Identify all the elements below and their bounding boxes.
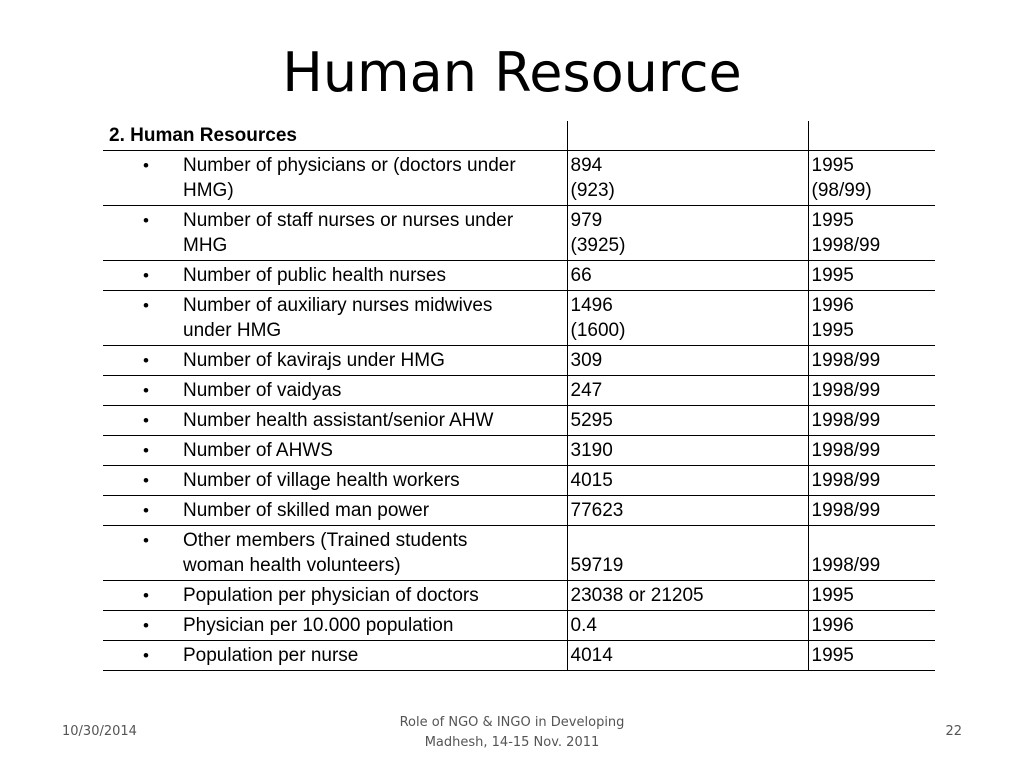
bullet-icon: • [143, 501, 149, 520]
bullet-icon: • [143, 266, 149, 285]
row-label [180, 206, 567, 261]
row-value-line: 5295 [570, 410, 613, 431]
row-year-line: 1995 [811, 265, 854, 286]
row-year [808, 641, 935, 671]
row-label-line: under HMG [183, 320, 282, 341]
row-value-line: 979 [570, 210, 603, 231]
row-year-line: 1998/99 [811, 235, 881, 256]
bullet-icon: • [143, 616, 149, 635]
row-label [180, 496, 567, 526]
table-body [103, 121, 935, 671]
row-year-line: 1998/99 [811, 380, 881, 401]
row-value-line: 66 [570, 265, 592, 286]
bullet-icon: • [143, 531, 149, 550]
bullet-icon: • [143, 411, 149, 430]
table-row [103, 151, 935, 206]
row-value-line: 894 [570, 155, 603, 176]
row-year-line: 1998/99 [811, 350, 881, 371]
row-value-line: 1496 [570, 295, 613, 316]
row-year [808, 261, 935, 291]
row-value [567, 206, 808, 261]
bullet-cell [103, 261, 180, 291]
row-year [808, 496, 935, 526]
header-empty-cell [808, 121, 935, 151]
row-label [180, 291, 567, 346]
section-heading: 2. Human Resources [103, 121, 567, 151]
bullet-icon: • [143, 586, 149, 605]
row-value-line: 59719 [570, 555, 624, 576]
bullet-cell [103, 581, 180, 611]
row-label-line: Physician per 10.000 population [183, 615, 454, 636]
row-value [567, 641, 808, 671]
row-value [567, 496, 808, 526]
row-year [808, 291, 935, 346]
row-year-line: 1998/99 [811, 440, 881, 461]
table-row [103, 581, 935, 611]
bullet-cell [103, 641, 180, 671]
row-label-line: Number of AHWS [183, 440, 333, 461]
row-label [180, 261, 567, 291]
row-year-line: (98/99) [811, 180, 872, 201]
bullet-cell [103, 436, 180, 466]
footer-title [362, 713, 662, 753]
row-year [808, 436, 935, 466]
row-label [180, 611, 567, 641]
row-value-line: 247 [570, 380, 603, 401]
row-year [808, 206, 935, 261]
table-header-row [103, 121, 935, 151]
bullet-cell [103, 526, 180, 581]
row-year-line: 1998/99 [811, 500, 881, 521]
table-row [103, 641, 935, 671]
row-year [808, 346, 935, 376]
row-value-line: 4014 [570, 645, 613, 666]
bullet-cell [103, 376, 180, 406]
row-value-line: 0.4 [570, 615, 597, 636]
bullet-icon: • [143, 381, 149, 400]
row-year [808, 406, 935, 436]
bullet-icon: • [143, 296, 149, 315]
row-value [567, 611, 808, 641]
row-label [180, 581, 567, 611]
row-value [567, 291, 808, 346]
row-label-line: Number of physicians or (doctors under [183, 155, 516, 176]
page-number: 22 [945, 724, 962, 739]
bullet-cell [103, 406, 180, 436]
row-label [180, 466, 567, 496]
row-label-line: Number of skilled man power [183, 500, 430, 521]
footer-date: 10/30/2014 [62, 724, 137, 739]
table-row [103, 261, 935, 291]
bullet-cell [103, 496, 180, 526]
header-empty-cell [567, 121, 808, 151]
row-label-line: MHG [183, 235, 228, 256]
row-year-line: 1995 [811, 155, 854, 176]
row-label [180, 376, 567, 406]
bullet-cell [103, 611, 180, 641]
row-value-line: 3190 [570, 440, 613, 461]
bullet-icon: • [143, 471, 149, 490]
row-value [567, 406, 808, 436]
table-row [103, 346, 935, 376]
table-row [103, 406, 935, 436]
row-value-line: (3925) [570, 235, 626, 256]
table-row [103, 376, 935, 406]
row-label-line: Number of vaidyas [183, 380, 342, 401]
row-year [808, 376, 935, 406]
row-year [808, 611, 935, 641]
row-label-line: Population per physician of doctors [183, 585, 479, 606]
row-label-line: Number of staff nurses or nurses under [183, 210, 514, 231]
row-value [567, 151, 808, 206]
bullet-cell [103, 151, 180, 206]
row-value [567, 436, 808, 466]
row-year [808, 466, 935, 496]
bullet-cell [103, 466, 180, 496]
human-resources-table [103, 121, 935, 671]
row-label [180, 641, 567, 671]
row-label [180, 436, 567, 466]
table-row [103, 611, 935, 641]
bullet-cell [103, 346, 180, 376]
row-value [567, 376, 808, 406]
row-year-line: 1996 [811, 615, 854, 636]
bullet-icon: • [143, 156, 149, 175]
row-year-line: 1998/99 [811, 555, 881, 576]
row-year-line: 1998/99 [811, 410, 881, 431]
footer-title-line: Madhesh, 14-15 Nov. 2011 [424, 735, 600, 750]
row-year-line: 1995 [811, 585, 854, 606]
table-row [103, 466, 935, 496]
table-row [103, 496, 935, 526]
bullet-icon: • [143, 211, 149, 230]
row-label-line: Number health assistant/senior AHW [183, 410, 494, 431]
bullet-icon: • [143, 646, 149, 665]
row-label-line: woman health volunteers) [183, 555, 401, 576]
row-label-line: Population per nurse [183, 645, 359, 666]
row-year-line: 1995 [811, 645, 854, 666]
row-value [567, 261, 808, 291]
row-label [180, 406, 567, 436]
row-value-line: 4015 [570, 470, 613, 491]
row-label-line: Number of public health nurses [183, 265, 446, 286]
row-value-line: (1600) [570, 320, 626, 341]
row-label-line: Number of auxiliary nurses midwives [183, 295, 493, 316]
row-label-line: HMG) [183, 180, 234, 201]
table-row [103, 526, 935, 581]
bullet-cell [103, 291, 180, 346]
row-label-line: Number of village health workers [183, 470, 460, 491]
table-row [103, 436, 935, 466]
table-row [103, 291, 935, 346]
row-value [567, 581, 808, 611]
bullet-icon: • [143, 441, 149, 460]
row-label [180, 346, 567, 376]
bullet-icon: • [143, 351, 149, 370]
row-value-line: 23038 or 21205 [570, 585, 704, 606]
row-value [567, 346, 808, 376]
footer-title-line: Role of NGO & INGO in Developing [399, 715, 625, 730]
row-year-line: 1995 [811, 210, 854, 231]
row-value-line: (923) [570, 180, 615, 201]
row-label [180, 151, 567, 206]
row-label-line: Other members (Trained students [183, 530, 468, 551]
row-year [808, 151, 935, 206]
row-year-line: 1996 [811, 295, 854, 316]
row-value [567, 526, 808, 581]
row-value [567, 466, 808, 496]
row-year-line: 1998/99 [811, 470, 881, 491]
human-resources-table-container [103, 121, 935, 671]
row-label-line: Number of kavirajs under HMG [183, 350, 445, 371]
row-year [808, 581, 935, 611]
row-value-line: 309 [570, 350, 603, 371]
row-year-line: 1995 [811, 320, 854, 341]
row-label [180, 526, 567, 581]
row-value-line: 77623 [570, 500, 624, 521]
row-year [808, 526, 935, 581]
slide-title: Human Resource [282, 41, 742, 104]
bullet-cell [103, 206, 180, 261]
table-row [103, 206, 935, 261]
